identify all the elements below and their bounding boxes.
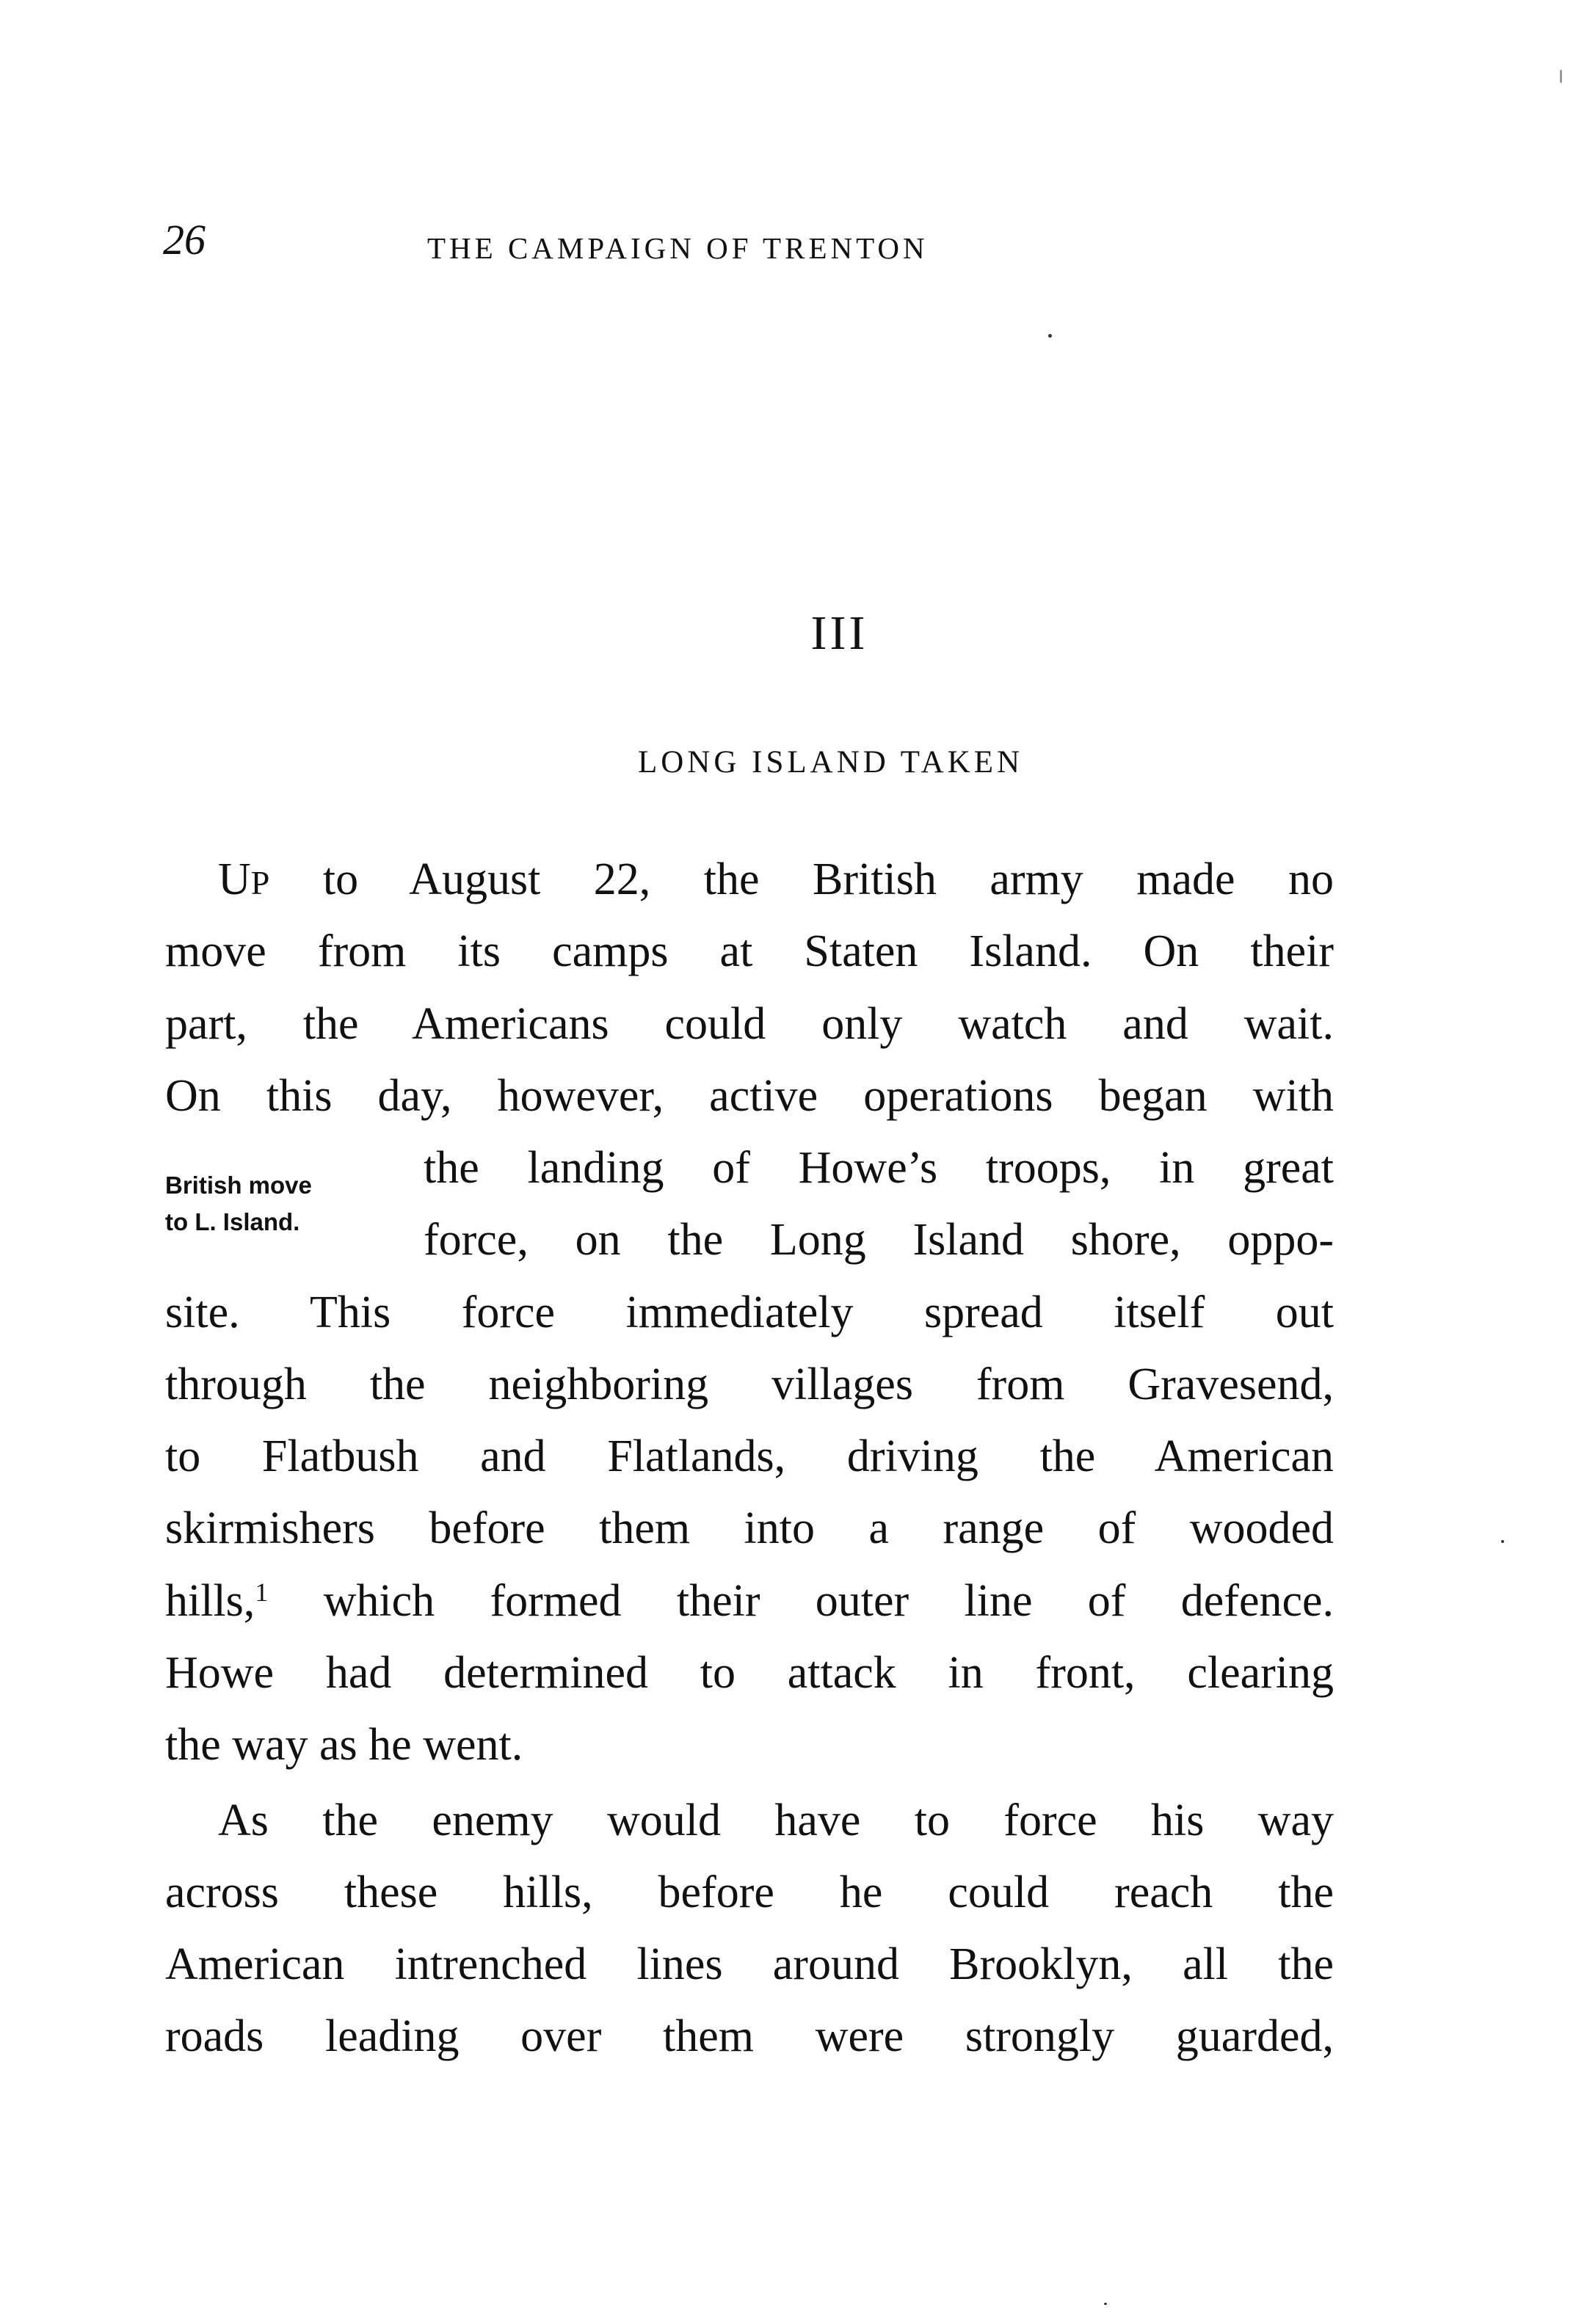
text-line: site. This force immediately spread itself out [165, 1288, 1334, 1337]
footnote-marker: 1 [255, 1577, 269, 1607]
text-line: the way as he went. [165, 1720, 523, 1770]
text-line [218, 854, 1334, 904]
text-line: On this day, however, active operations began with [165, 1071, 1334, 1121]
text-span: hills, [165, 1576, 255, 1626]
text-line: American intrenched lines around Brooklyn, all the [165, 1939, 1334, 1989]
scan-speck [1048, 334, 1052, 338]
text-line: to Flatbush and Flatlands, driving the American [165, 1431, 1334, 1481]
text-line: Howe had determined to attack in front, clearing [165, 1648, 1334, 1698]
text-line: roads leading over them were strongly guarded, [165, 2011, 1334, 2061]
scan-speck [1104, 2303, 1107, 2305]
drop-letter: U [218, 854, 251, 904]
marginal-note-line: to L. Island. [165, 1208, 300, 1235]
text-line: force, on the Long Island shore, oppo- [424, 1215, 1334, 1265]
scan-speck [1560, 70, 1562, 83]
text-line: part, the Americans could only watch and wait. [165, 999, 1334, 1049]
text-line: skirmishers before them into a range of wooded [165, 1503, 1334, 1553]
chapter-title: LONG ISLAND TAKEN [637, 745, 1024, 780]
text-line: the landing of Howe’s troops, in great [424, 1143, 1334, 1193]
small-caps-letter: P [250, 864, 270, 901]
running-header: THE CAMPAIGN OF TRENTON [427, 231, 929, 265]
text-line: move from its camps at Staten Island. On their [165, 926, 1334, 976]
page-number: 26 [163, 216, 206, 264]
text-line: across these hills, before he could reach the [165, 1867, 1334, 1917]
text-line: As the enemy would have to force his way [218, 1795, 1334, 1845]
marginal-note-line: British move [165, 1172, 312, 1199]
scan-speck [1501, 1540, 1504, 1543]
text-line [165, 1578, 1334, 1624]
chapter-number: III [810, 606, 868, 660]
text-line: through the neighboring villages from Gravesend, [165, 1359, 1334, 1409]
text-span: to August 22, the British army made no [269, 854, 1334, 904]
text-span: which formed their outer line of defence. [268, 1576, 1334, 1626]
